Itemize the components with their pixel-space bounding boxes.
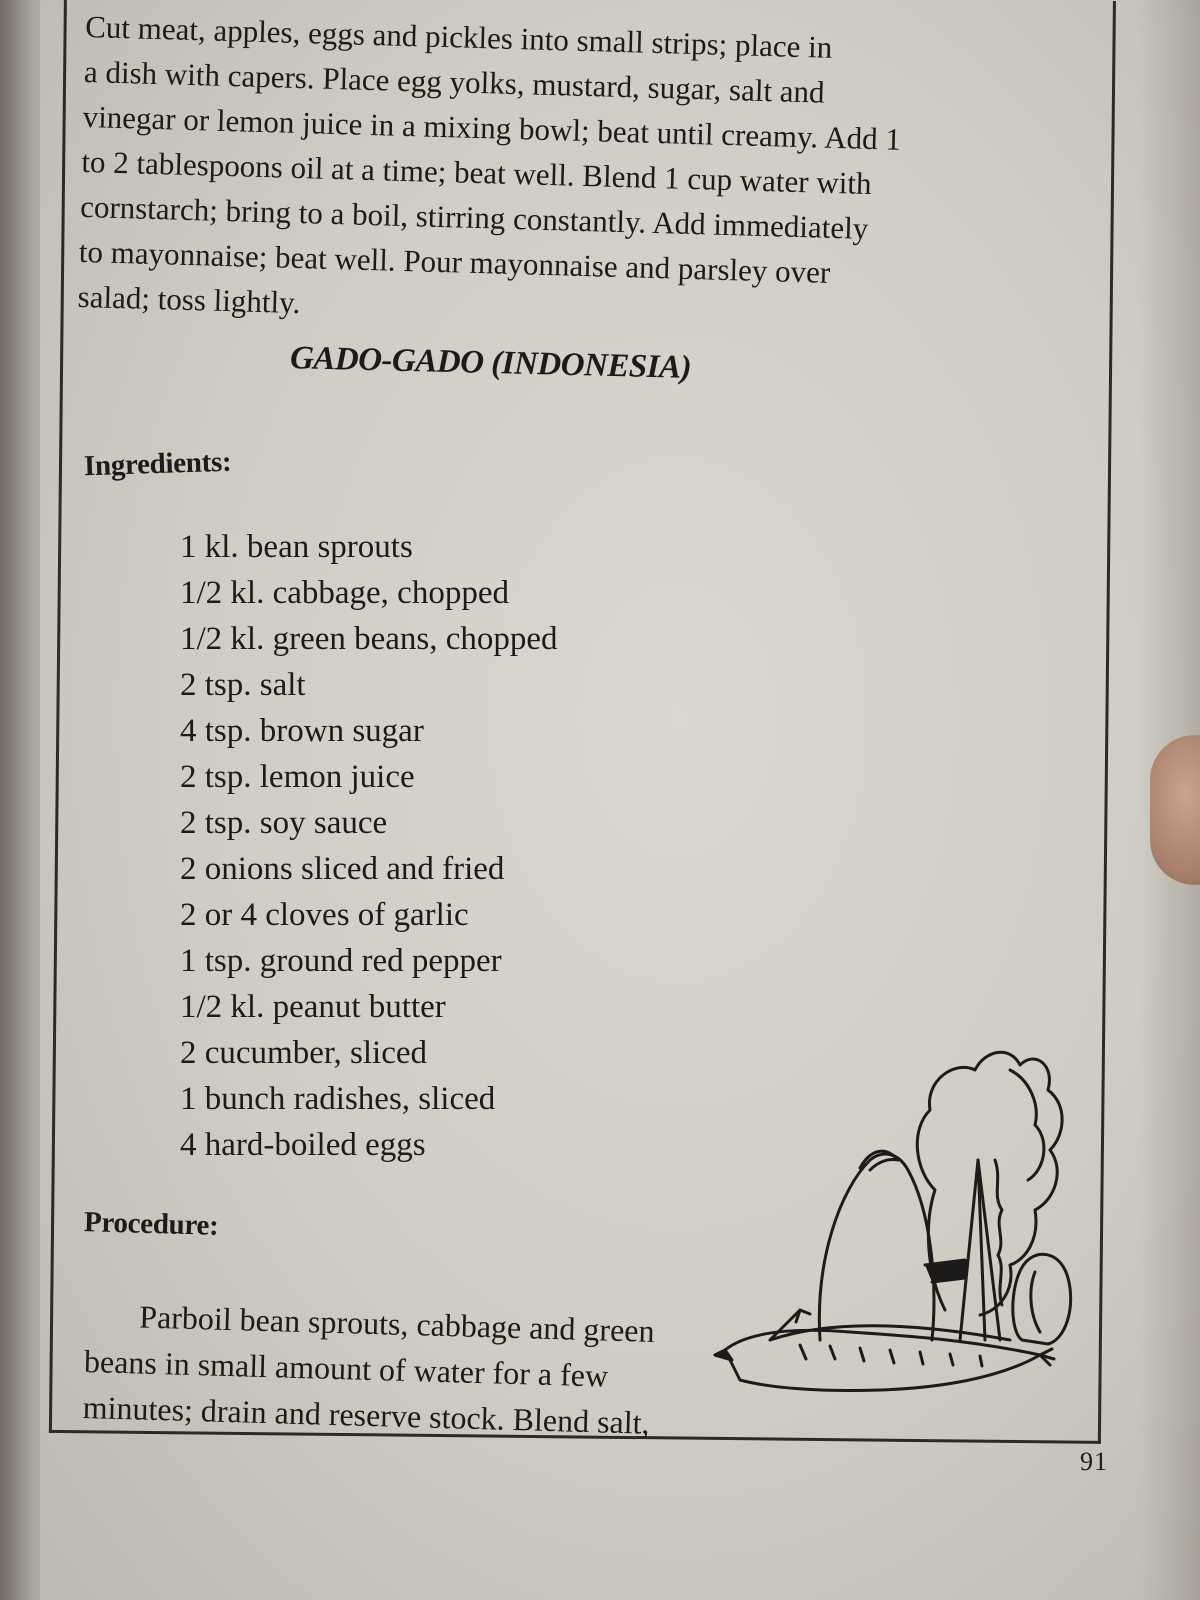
ingredient-item: 2 cucumber, sliced: [180, 1035, 428, 1071]
ingredients-list: [180, 524, 558, 1168]
ingredient-item: 2 tsp. lemon juice: [180, 759, 415, 795]
ingredient-item: 4 hard-boiled eggs: [180, 1127, 426, 1163]
ingredient-item: 4 tsp. brown sugar: [180, 713, 424, 749]
stalk-drawing: [995, 1160, 1002, 1305]
procedure-heading: Procedure:: [83, 1206, 219, 1242]
thumb: [1150, 735, 1200, 885]
previous-recipe-text: [77, 0, 966, 343]
carrot-drawing: [800, 1345, 982, 1366]
text-line: Cut meat, apples, eggs and pickles into small strips; place in: [84, 8, 833, 65]
ingredient-item: 2 onions sliced and fried: [180, 851, 505, 887]
ingredient-item: 2 tsp. soy sauce: [180, 805, 388, 841]
procedure-line: Parboil bean sprouts, cabbage and green: [138, 1298, 656, 1349]
ingredient-item: 2 tsp. salt: [180, 667, 306, 703]
carrot-top-drawing: [715, 1350, 732, 1360]
carrot-drawing: [770, 1326, 1010, 1340]
procedure-line: minutes; drain and reserve stock. Blend salt,: [82, 1388, 651, 1441]
text-line: to mayonnaise; beat well. Pour mayonnaise and parsley over: [78, 233, 831, 290]
procedure-line: beans in small amount of water for a few: [83, 1342, 609, 1394]
ingredient-item: 1 tsp. ground red pepper: [180, 943, 502, 979]
ingredient-item: 1/2 kl. green beans, chopped: [180, 621, 558, 657]
ingredient-item: 1 bunch radishes, sliced: [180, 1081, 496, 1117]
text-line: a dish with capers. Place egg yolks, mustard, sugar, salt and: [83, 53, 826, 110]
recipe-title: GADO-GADO (INDONESIA): [289, 340, 692, 386]
ingredient-item: 1/2 kl. peanut butter: [180, 989, 446, 1025]
ingredient-item: 2 or 4 cloves of garlic: [180, 897, 469, 933]
knife-drawing: [925, 1260, 965, 1282]
procedure-text: [82, 1292, 736, 1448]
text-line: salad; toss lightly.: [77, 278, 301, 321]
ingredient-item: 1 kl. bean sprouts: [180, 529, 413, 565]
text-line: vinegar or lemon juice in a mixing bowl; beat until creamy. Add 1: [82, 98, 902, 157]
page-content: [77, 0, 966, 321]
lettuce-leaf-drawing: [1010, 1070, 1044, 1180]
text-line: to 2 tablespoons oil at a time; beat well. Blend 1 cup water with: [81, 143, 872, 201]
cucumber-drawing: [1013, 1254, 1071, 1344]
text-line: cornstarch; bring to a boil, stirring constantly. Add immediately: [79, 188, 869, 246]
eggplant-drawing: [819, 1154, 934, 1340]
page-number: 91: [1080, 1447, 1108, 1476]
cucumber-drawing: [1031, 1272, 1040, 1332]
carrot-top-drawing: [1040, 1349, 1054, 1365]
vegetable-illustration: [710, 1010, 1090, 1410]
ingredients-heading: Ingredients:: [83, 445, 232, 483]
ingredient-item: 1/2 kl. cabbage, chopped: [180, 575, 509, 611]
